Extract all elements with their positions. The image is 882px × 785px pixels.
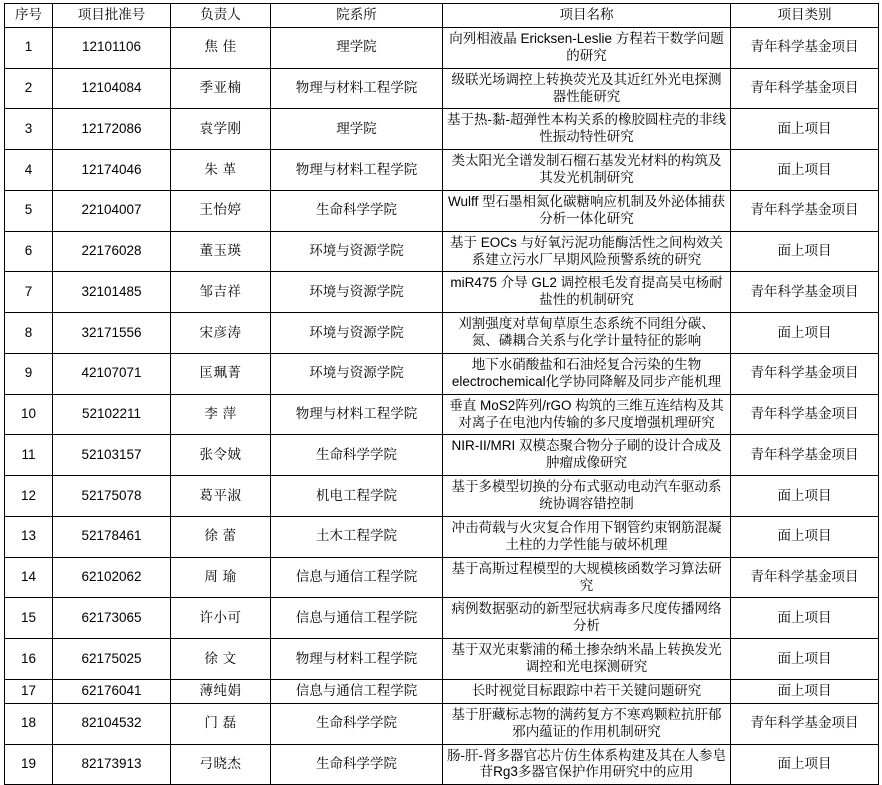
cell-title: 地下水硝酸盐和石油烃复合污染的生物electrochemical化学协同降解及同步产能机理: [443, 353, 731, 394]
cell-person: 徐 蕾: [171, 516, 271, 557]
cell-type: 青年科学基金项目: [731, 557, 879, 598]
table-row: [5, 313, 879, 354]
cell-title: 刈割强度对草甸草原生态系统不同组分碳、氮、磷耦合关系与化学计量特征的影响: [443, 313, 731, 354]
cell-code: 82104532: [53, 703, 171, 744]
cell-no: 12: [5, 476, 53, 517]
cell-code: 32101485: [53, 272, 171, 313]
cell-person: 匡珮菁: [171, 353, 271, 394]
cell-type: 面上项目: [731, 231, 879, 272]
cell-no: 19: [5, 744, 53, 785]
column-header-no: 序号: [5, 4, 53, 28]
cell-title: 类太阳光全谱发制石榴石基发光材料的构筑及其发光机制研究: [443, 150, 731, 191]
cell-title: 向列相液晶 Ericksen-Leslie 方程若干数学问题的研究: [443, 27, 731, 68]
table-header: [5, 4, 879, 28]
cell-dept: 信息与通信工程学院: [271, 598, 443, 639]
cell-code: 22104007: [53, 190, 171, 231]
cell-type: 青年科学基金项目: [731, 435, 879, 476]
cell-person: 季亚楠: [171, 68, 271, 109]
cell-no: 2: [5, 68, 53, 109]
cell-dept: 信息与通信工程学院: [271, 557, 443, 598]
cell-code: 32171556: [53, 313, 171, 354]
cell-no: 9: [5, 353, 53, 394]
table-row: [5, 150, 879, 191]
cell-type: 青年科学基金项目: [731, 27, 879, 68]
cell-code: 52103157: [53, 435, 171, 476]
cell-no: 5: [5, 190, 53, 231]
grant-table: [4, 3, 879, 785]
cell-title: 冲击荷载与火灾复合作用下钢管约束钢筋混凝土柱的力学性能与破坏机理: [443, 516, 731, 557]
cell-dept: 生命科学学院: [271, 703, 443, 744]
cell-code: 62175025: [53, 639, 171, 680]
cell-no: 8: [5, 313, 53, 354]
cell-code: 62176041: [53, 679, 171, 703]
cell-dept: 环境与资源学院: [271, 231, 443, 272]
cell-title: 基于多模型切换的分布式驱动电动汽车驱动系统协调容错控制: [443, 476, 731, 517]
cell-person: 葛平淑: [171, 476, 271, 517]
cell-no: 18: [5, 703, 53, 744]
cell-type: 青年科学基金项目: [731, 353, 879, 394]
cell-no: 1: [5, 27, 53, 68]
cell-person: 邹吉祥: [171, 272, 271, 313]
column-header-dept: 院系所: [271, 4, 443, 28]
column-header-person: 负责人: [171, 4, 271, 28]
cell-no: 13: [5, 516, 53, 557]
cell-title: 长时视觉目标跟踪中若干关键问题研究: [443, 679, 731, 703]
cell-title: 基于高斯过程模型的大规模核函数学习算法研究: [443, 557, 731, 598]
table-row: [5, 109, 879, 150]
table-row: [5, 476, 879, 517]
cell-dept: 理学院: [271, 109, 443, 150]
cell-title: Wulff 型石墨相氮化碳糖响应机制及外泌体捕获分析一体化研究: [443, 190, 731, 231]
cell-no: 3: [5, 109, 53, 150]
cell-title: 基于肝藏标志物的满药复方不寒鸡颗粒抗肝郁邪内蕴证的作用机制研究: [443, 703, 731, 744]
table-row: [5, 679, 879, 703]
cell-type: 面上项目: [731, 516, 879, 557]
cell-code: 42107071: [53, 353, 171, 394]
cell-title: 基于 EOCs 与好氧污泥功能酶活性之间构效关系建立污水厂早期风险预警系统的研究: [443, 231, 731, 272]
table-row: [5, 435, 879, 476]
cell-person: 许小可: [171, 598, 271, 639]
table-row: [5, 557, 879, 598]
table-row: [5, 598, 879, 639]
cell-dept: 环境与资源学院: [271, 353, 443, 394]
cell-title: 病例数据驱动的新型冠状病毒多尺度传播网络分析: [443, 598, 731, 639]
cell-dept: 机电工程学院: [271, 476, 443, 517]
cell-person: 周 瑜: [171, 557, 271, 598]
cell-dept: 生命科学学院: [271, 744, 443, 785]
cell-type: 青年科学基金项目: [731, 190, 879, 231]
table-row: [5, 744, 879, 785]
cell-type: 青年科学基金项目: [731, 703, 879, 744]
cell-no: 16: [5, 639, 53, 680]
cell-dept: 生命科学学院: [271, 190, 443, 231]
cell-title: 基于热-黏-超弹性本构关系的橡胶圆柱壳的非线性振动特性研究: [443, 109, 731, 150]
cell-dept: 物理与材料工程学院: [271, 394, 443, 435]
cell-code: 52102211: [53, 394, 171, 435]
cell-code: 12174046: [53, 150, 171, 191]
cell-code: 52178461: [53, 516, 171, 557]
cell-person: 朱 革: [171, 150, 271, 191]
cell-type: 面上项目: [731, 109, 879, 150]
cell-person: 董玉瑛: [171, 231, 271, 272]
cell-title: 级联光场调控上转换荧光及其近红外光电探测器性能研究: [443, 68, 731, 109]
cell-dept: 生命科学学院: [271, 435, 443, 476]
cell-dept: 环境与资源学院: [271, 313, 443, 354]
cell-code: 12101106: [53, 27, 171, 68]
cell-type: 青年科学基金项目: [731, 272, 879, 313]
cell-person: 王怡婷: [171, 190, 271, 231]
cell-code: 82173913: [53, 744, 171, 785]
cell-code: 62102062: [53, 557, 171, 598]
table-row: [5, 639, 879, 680]
cell-code: 12172086: [53, 109, 171, 150]
cell-type: 面上项目: [731, 476, 879, 517]
cell-type: 面上项目: [731, 679, 879, 703]
cell-no: 4: [5, 150, 53, 191]
cell-person: 张令娀: [171, 435, 271, 476]
table-row: [5, 190, 879, 231]
cell-person: 李 萍: [171, 394, 271, 435]
column-header-code: 项目批准号: [53, 4, 171, 28]
cell-person: 徐 文: [171, 639, 271, 680]
column-header-type: 项目类别: [731, 4, 879, 28]
cell-no: 15: [5, 598, 53, 639]
cell-title: 基于双光束紫浦的稀土掺杂纳米晶上转换发光调控和光电探测研究: [443, 639, 731, 680]
cell-type: 青年科学基金项目: [731, 394, 879, 435]
cell-type: 面上项目: [731, 744, 879, 785]
cell-code: 22176028: [53, 231, 171, 272]
cell-person: 弓晓杰: [171, 744, 271, 785]
cell-dept: 环境与资源学院: [271, 272, 443, 313]
cell-code: 62173065: [53, 598, 171, 639]
cell-title: 垂直 MoS2阵列/rGO 构筑的三维互连结构及其对离子在电池内传输的多尺度增强机理研究: [443, 394, 731, 435]
cell-title: NIR-II/MRI 双模态聚合物分子刷的设计合成及肿瘤成像研究: [443, 435, 731, 476]
table-body: [5, 27, 879, 784]
cell-dept: 理学院: [271, 27, 443, 68]
cell-type: 面上项目: [731, 639, 879, 680]
cell-dept: 物理与材料工程学院: [271, 68, 443, 109]
cell-dept: 土木工程学院: [271, 516, 443, 557]
cell-type: 青年科学基金项目: [731, 68, 879, 109]
cell-type: 面上项目: [731, 598, 879, 639]
cell-type: 面上项目: [731, 313, 879, 354]
cell-dept: 信息与通信工程学院: [271, 679, 443, 703]
cell-code: 12104084: [53, 68, 171, 109]
cell-no: 6: [5, 231, 53, 272]
table-header-row: [5, 4, 879, 28]
table-row: [5, 231, 879, 272]
cell-dept: 物理与材料工程学院: [271, 639, 443, 680]
column-header-title: 项目名称: [443, 4, 731, 28]
cell-no: 17: [5, 679, 53, 703]
cell-type: 面上项目: [731, 150, 879, 191]
cell-person: 门 磊: [171, 703, 271, 744]
cell-no: 11: [5, 435, 53, 476]
table-row: [5, 703, 879, 744]
cell-dept: 物理与材料工程学院: [271, 150, 443, 191]
cell-no: 7: [5, 272, 53, 313]
table-row: [5, 353, 879, 394]
table-row: [5, 394, 879, 435]
cell-person: 袁学刚: [171, 109, 271, 150]
cell-no: 10: [5, 394, 53, 435]
cell-title: 肠-肝-肾多器官芯片仿生体系构建及其在人参皂苷Rg3多器官保护作用研究中的应用: [443, 744, 731, 785]
table-row: [5, 272, 879, 313]
table-row: [5, 68, 879, 109]
cell-person: 宋彦涛: [171, 313, 271, 354]
table-row: [5, 27, 879, 68]
table-row: [5, 516, 879, 557]
cell-no: 14: [5, 557, 53, 598]
cell-title: miR475 介导 GL2 调控根毛发育提高吴屯杨耐盐性的机制研究: [443, 272, 731, 313]
cell-person: 焦 佳: [171, 27, 271, 68]
cell-code: 52175078: [53, 476, 171, 517]
cell-person: 薄纯娟: [171, 679, 271, 703]
